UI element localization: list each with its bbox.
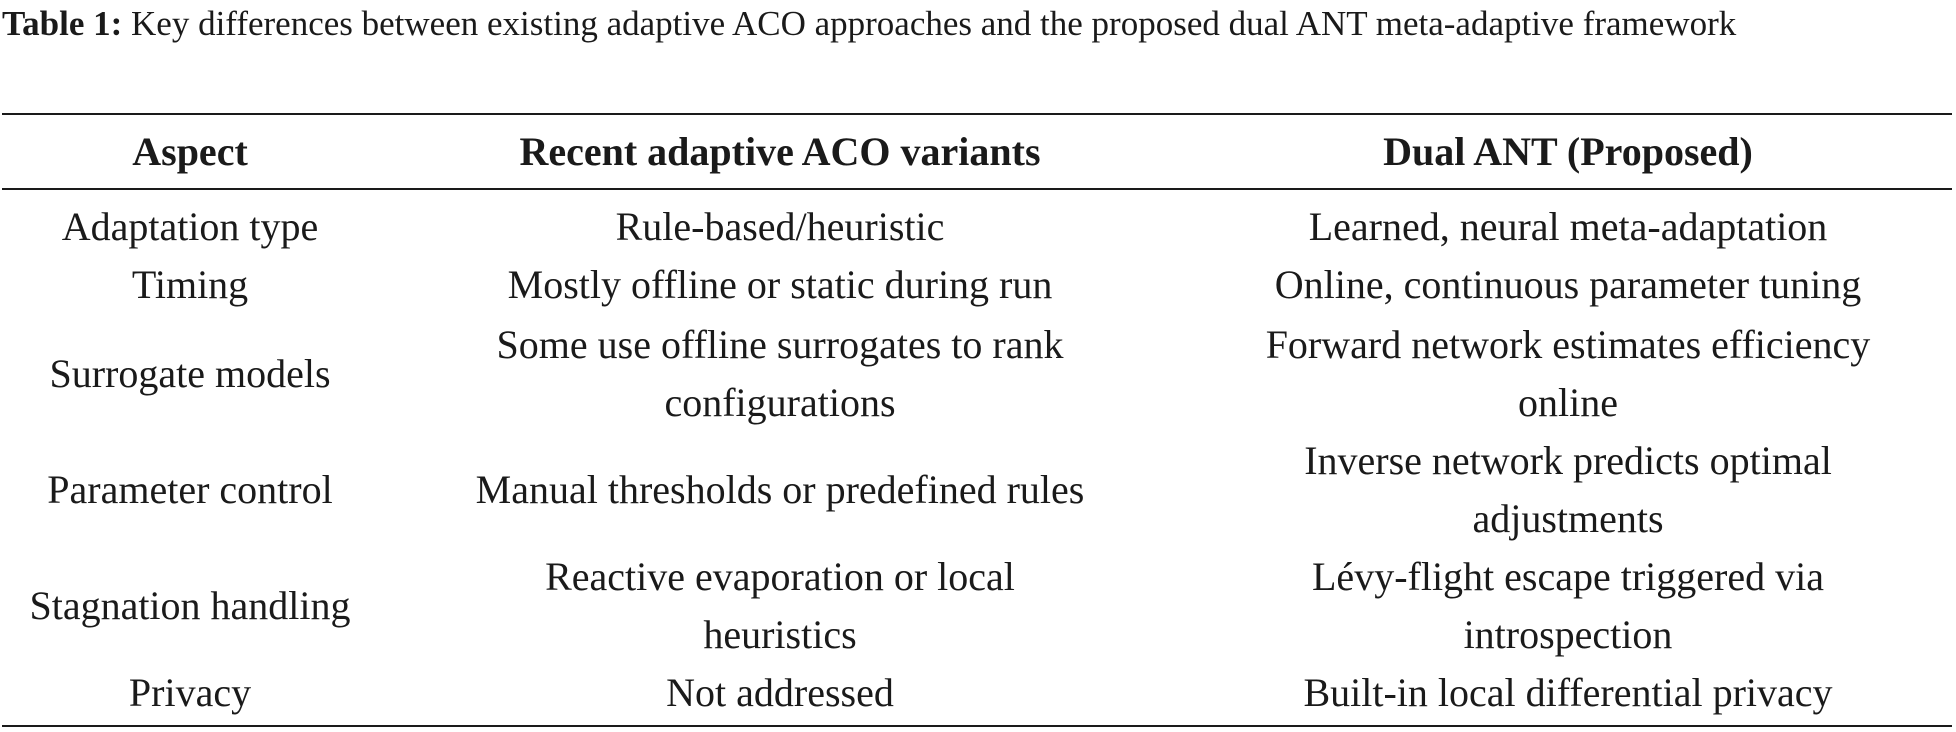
table-cell: Learned, neural meta-adaptation — [1308, 204, 1828, 249]
header-recent-variants: Recent adaptive ACO variants — [519, 129, 1041, 174]
table-cell: Manual thresholds or predefined rules — [475, 467, 1085, 512]
table-cell: Forward network estimates efficiency online — [1265, 322, 1871, 425]
table-cell: Stagnation handling — [29, 583, 351, 628]
caption-label: Table 1: — [2, 4, 123, 43]
table-cell: Rule-based/heuristic — [615, 204, 945, 249]
table-cell: Adaptation type — [61, 204, 319, 249]
table-cell: Parameter control — [47, 467, 333, 512]
table-top-rule — [2, 113, 1952, 115]
table-cell: Reactive evaporation or local heuristics — [545, 554, 1015, 657]
header-aspect: Aspect — [132, 129, 248, 174]
table-cell: Privacy — [128, 670, 252, 715]
table-cell: Some use offline surrogates to rank configurations — [496, 322, 1064, 425]
table-cell: Built-in local differential privacy — [1303, 670, 1833, 715]
table-cell: Online, continuous parameter tuning — [1274, 262, 1862, 307]
table-cell: Not addressed — [666, 670, 894, 715]
table-bottom-rule — [2, 725, 1952, 727]
table-caption — [2, 0, 1952, 47]
table-cell: Inverse network predicts optimal adjustments — [1304, 438, 1832, 541]
table-cell: Mostly offline or static during run — [507, 262, 1053, 307]
table-header-rule — [2, 188, 1952, 190]
header-dual-ant: Dual ANT (Proposed) — [1383, 129, 1753, 174]
table-cell: Surrogate models — [49, 351, 331, 396]
table-cell: Lévy-flight escape triggered via introspection — [1312, 554, 1824, 657]
caption-text: Key differences between existing adaptive ACO approaches and the proposed dual ANT meta-adaptive framework — [122, 4, 1737, 43]
table-cell: Timing — [131, 262, 249, 307]
